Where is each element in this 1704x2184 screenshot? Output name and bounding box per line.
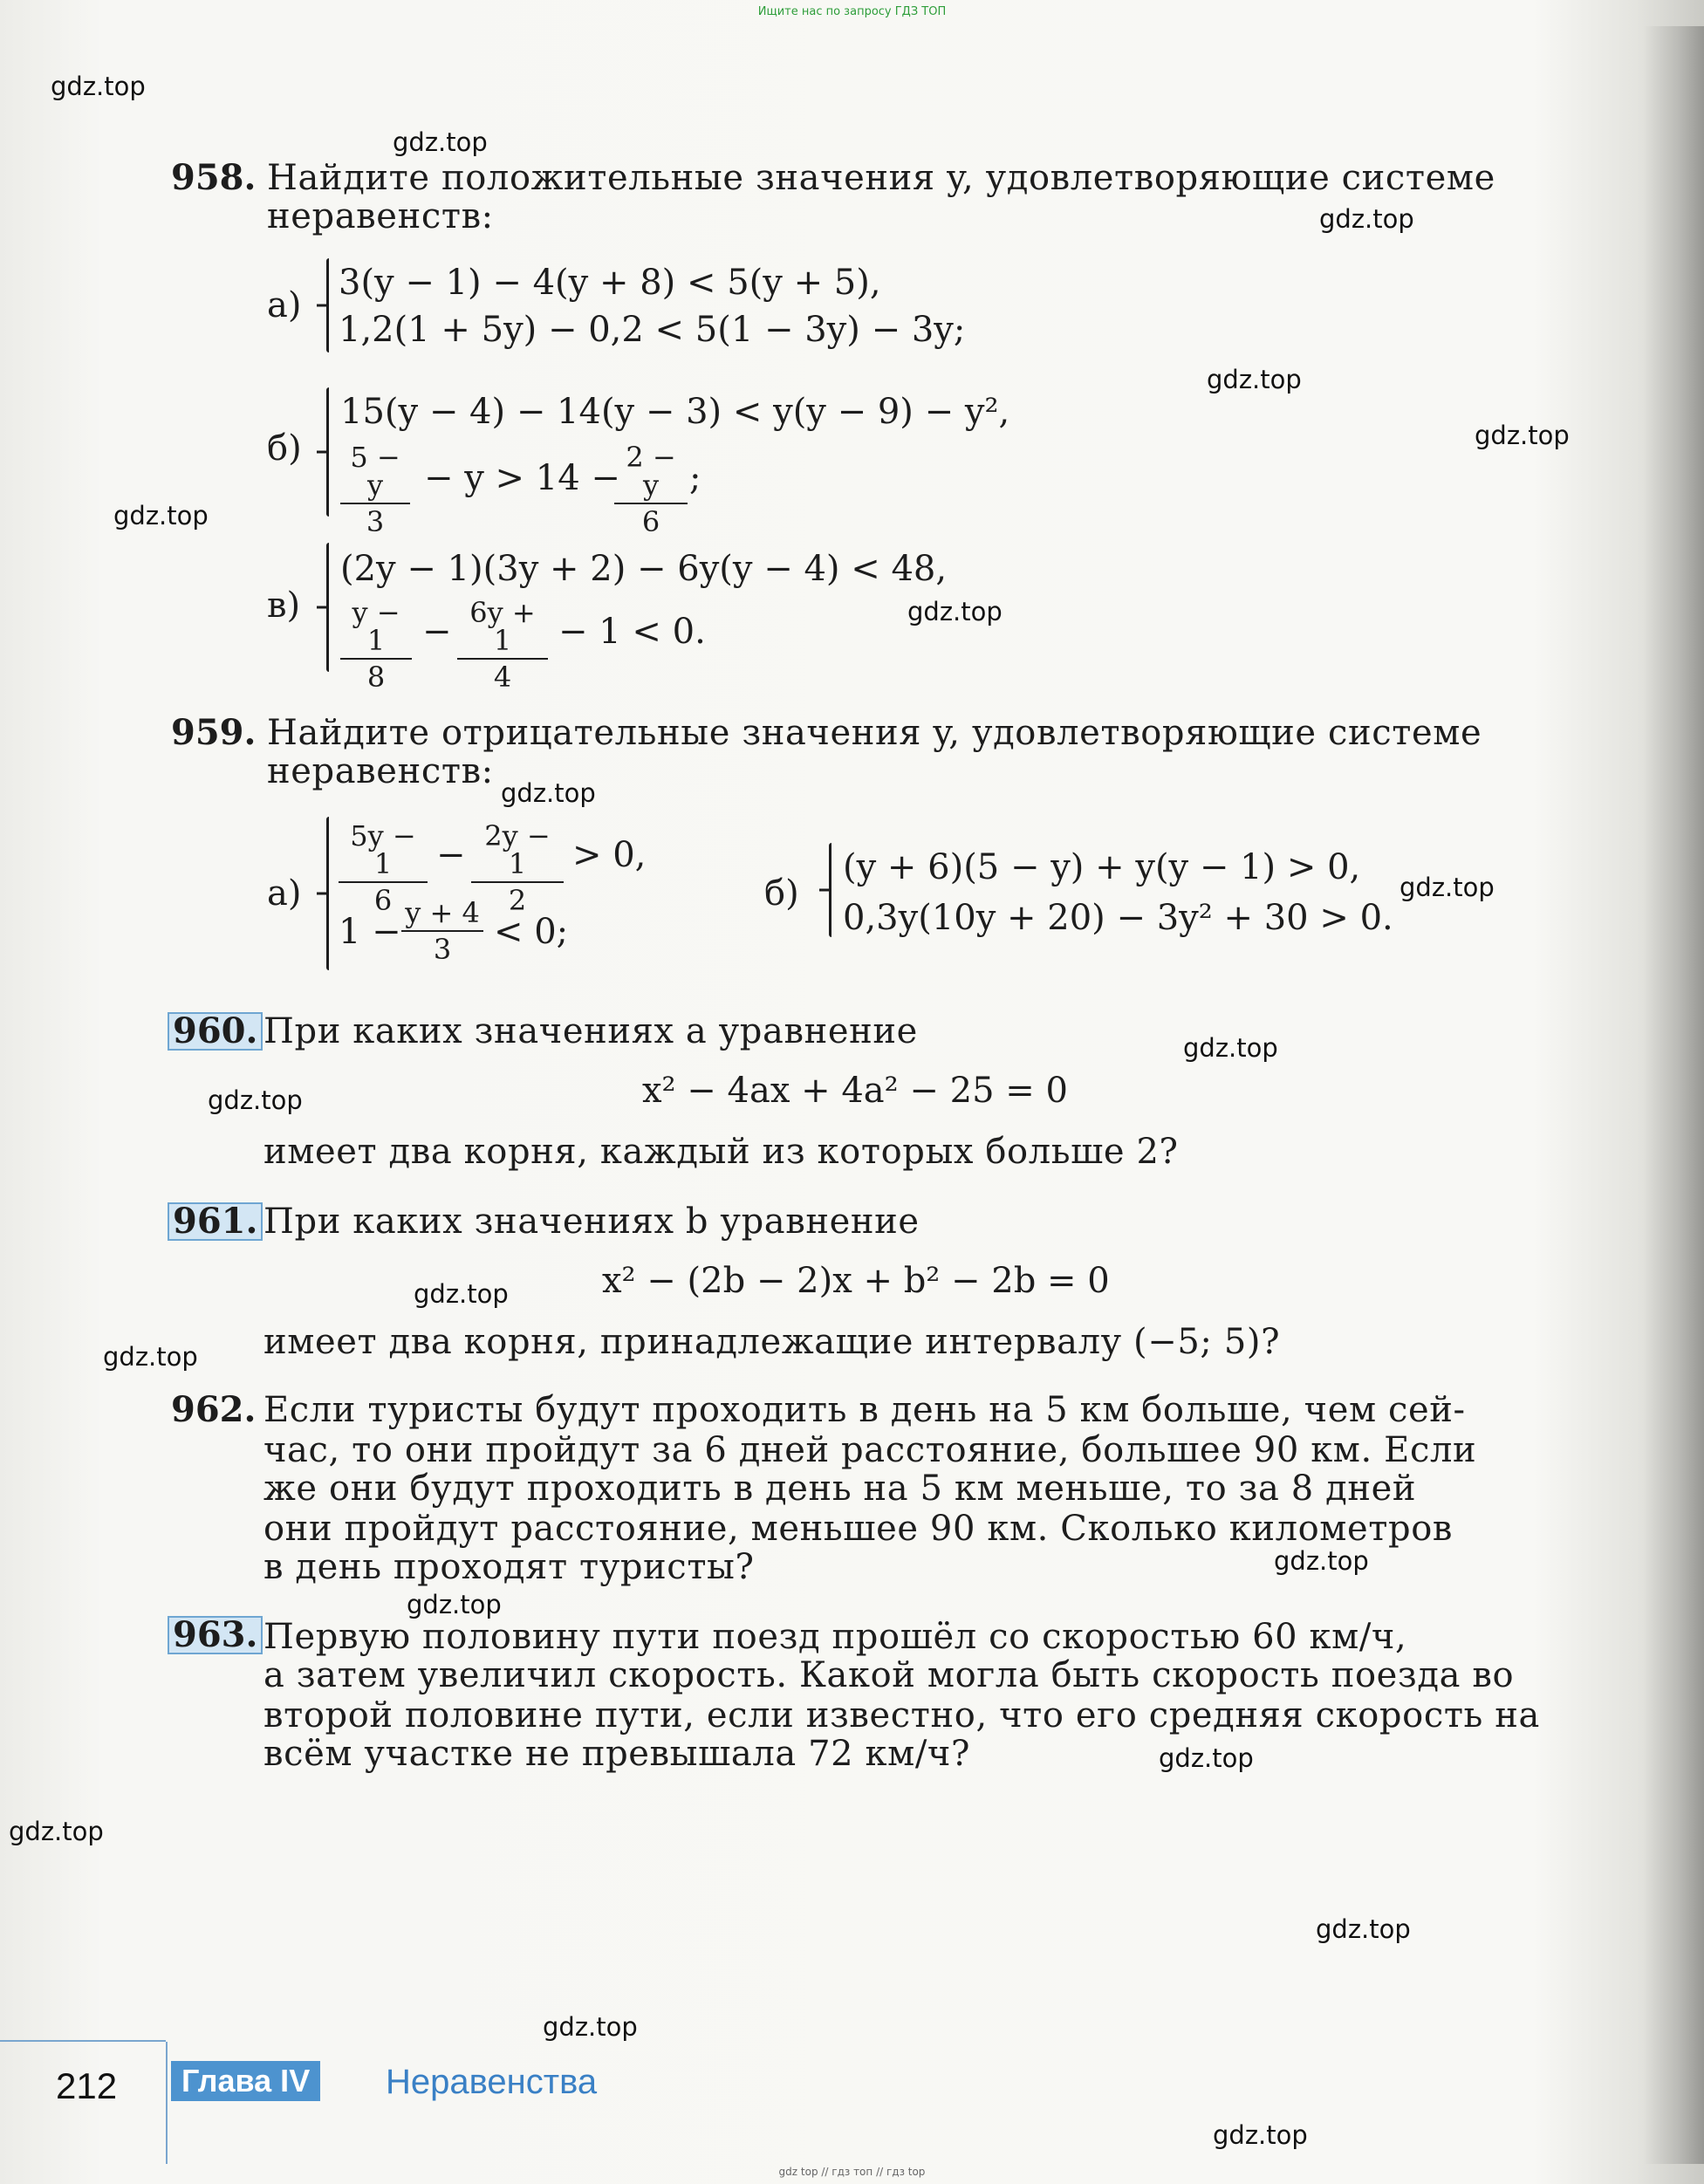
part-label-b: б): [764, 873, 799, 914]
problem-962-text: Если туристы будут проходить в день на 5 км больше, чем сей-: [263, 1390, 1466, 1430]
problem-959-text: Найдите отрицательные значения y, удовлетворяющие системе: [267, 713, 1482, 753]
page-binding-shadow: [1643, 26, 1704, 2164]
watermark: gdz.top: [1213, 2120, 1308, 2150]
watermark: gdz.top: [103, 1342, 198, 1372]
watermark: gdz.top: [1475, 421, 1570, 450]
inequality: (2y − 1)(3y + 2) − 6y(y − 4) < 48,: [340, 549, 948, 589]
watermark: gdz.top: [1319, 204, 1414, 234]
footer-rule: [0, 2040, 166, 2042]
inequality: 1,2(1 + 5y) − 0,2 < 5(1 − 3y) − 3y;: [339, 310, 966, 350]
operator: −: [422, 612, 452, 652]
system-brace: [326, 387, 329, 517]
fraction: 6y + 1 4: [457, 599, 548, 691]
problem-962-text: в день проходят туристы?: [263, 1547, 755, 1587]
problem-958-text: неравенств:: [267, 196, 494, 236]
fraction: 2y − 1 2: [471, 822, 564, 914]
watermark: gdz.top: [9, 1817, 104, 1846]
problem-960-text: При каких значениях a уравнение: [263, 1011, 918, 1051]
inequality: 15(y − 4) − 14(y − 3) < y(y − 9) − y²,: [340, 392, 1010, 432]
part-label-c: в): [267, 585, 301, 626]
watermark: gdz.top: [208, 1085, 303, 1115]
watermark: gdz.top: [51, 72, 146, 101]
system-brace: [326, 543, 329, 672]
problem-963-text: второй половине пути, если известно, что его средняя скорость на: [263, 1695, 1540, 1736]
fraction: y − 1 8: [340, 599, 412, 691]
problem-962-text: же они будут проходить в день на 5 км меньше, то за 8 дней: [263, 1469, 1417, 1509]
problem-958-text: Найдите положительные значения y, удовлетворяющие системе: [267, 158, 1495, 198]
fraction: 2 − y 6: [614, 443, 688, 536]
inequality: − 1 < 0.: [558, 612, 706, 652]
watermark: gdz.top: [113, 501, 209, 531]
system-brace: [326, 258, 329, 353]
top-banner: Ищите нас по запросу ГДЗ ТОП: [757, 5, 947, 18]
watermark: gdz.top: [407, 1590, 502, 1619]
fraction: 5y − 1 6: [339, 822, 428, 914]
inequality: 0,3y(10y + 20) − 3y² + 30 > 0.: [843, 898, 1393, 938]
problem-959-text: неравенств:: [267, 751, 494, 791]
fraction: y + 4 3: [401, 899, 483, 963]
operator: −: [436, 835, 466, 875]
inequality: (y + 6)(5 − y) + y(y − 1) > 0,: [843, 847, 1361, 887]
equation: x² − 4ax + 4a² − 25 = 0: [642, 1071, 1068, 1111]
part-label-a: а): [267, 285, 302, 325]
watermark: gdz.top: [501, 778, 596, 808]
watermark: gdz.top: [1316, 1914, 1411, 1944]
footer-divider: [166, 2042, 168, 2164]
watermark: gdz.top: [1159, 1743, 1254, 1773]
system-brace: [326, 817, 329, 970]
problem-960-text: имеет два корня, каждый из которых больше 2?: [263, 1132, 1179, 1172]
problem-number-961: 961.: [168, 1202, 263, 1241]
inequality: 1 −: [339, 912, 401, 952]
equation: x² − (2b − 2)x + b² − 2b = 0: [602, 1261, 1110, 1301]
inequality: − y > 14 −: [424, 458, 620, 498]
problem-962-text: они пройдут расстояние, меньшее 90 км. Сколько километров: [263, 1509, 1454, 1549]
problem-number-963: 963.: [168, 1616, 263, 1654]
problem-number-959: 959.: [171, 712, 257, 753]
part-label-a: а): [267, 873, 302, 914]
problem-963-text: а затем увеличил скорость. Какой могла быть скорость поезда во: [263, 1655, 1515, 1695]
fraction: 5 − y 3: [340, 443, 410, 536]
watermark: gdz.top: [414, 1279, 509, 1309]
watermark: gdz.top: [907, 597, 1003, 626]
inequality: > 0,: [572, 835, 647, 875]
chapter-title: Неравенства: [386, 2063, 598, 2101]
problem-961-text: При каких значениях b уравнение: [263, 1202, 920, 1242]
watermark: gdz.top: [1207, 365, 1302, 394]
watermark: gdz.top: [1183, 1033, 1278, 1063]
problem-963-text: всём участке не превышала 72 км/ч?: [263, 1734, 971, 1774]
problem-962-text: час, то они пройдут за 6 дней расстояние, большее 90 км. Если: [263, 1430, 1477, 1470]
page-number: 212: [56, 2065, 118, 2106]
watermark: gdz.top: [393, 127, 488, 157]
chapter-badge: Глава IV: [171, 2061, 320, 2101]
problem-963-text: Первую половину пути поезд прошёл со скоростью 60 км/ч,: [263, 1617, 1407, 1657]
inequality: < 0;: [494, 912, 569, 952]
bottom-banner: gdz top // гдз топ // гдз top: [778, 2166, 926, 2178]
part-label-b: б): [267, 428, 302, 469]
watermark: gdz.top: [1274, 1546, 1369, 1576]
watermark: gdz.top: [543, 2012, 638, 2042]
punctuation: ;: [689, 458, 701, 498]
system-brace: [829, 843, 831, 937]
inequality: 3(y − 1) − 4(y + 8) < 5(y + 5),: [339, 263, 881, 303]
problem-number-958: 958.: [171, 157, 257, 198]
problem-number-960: 960.: [168, 1012, 263, 1051]
problem-number-962: 962.: [171, 1389, 257, 1430]
watermark: gdz.top: [1399, 873, 1495, 902]
problem-961-text: имеет два корня, принадлежащие интервалу (−5; 5)?: [263, 1322, 1281, 1362]
